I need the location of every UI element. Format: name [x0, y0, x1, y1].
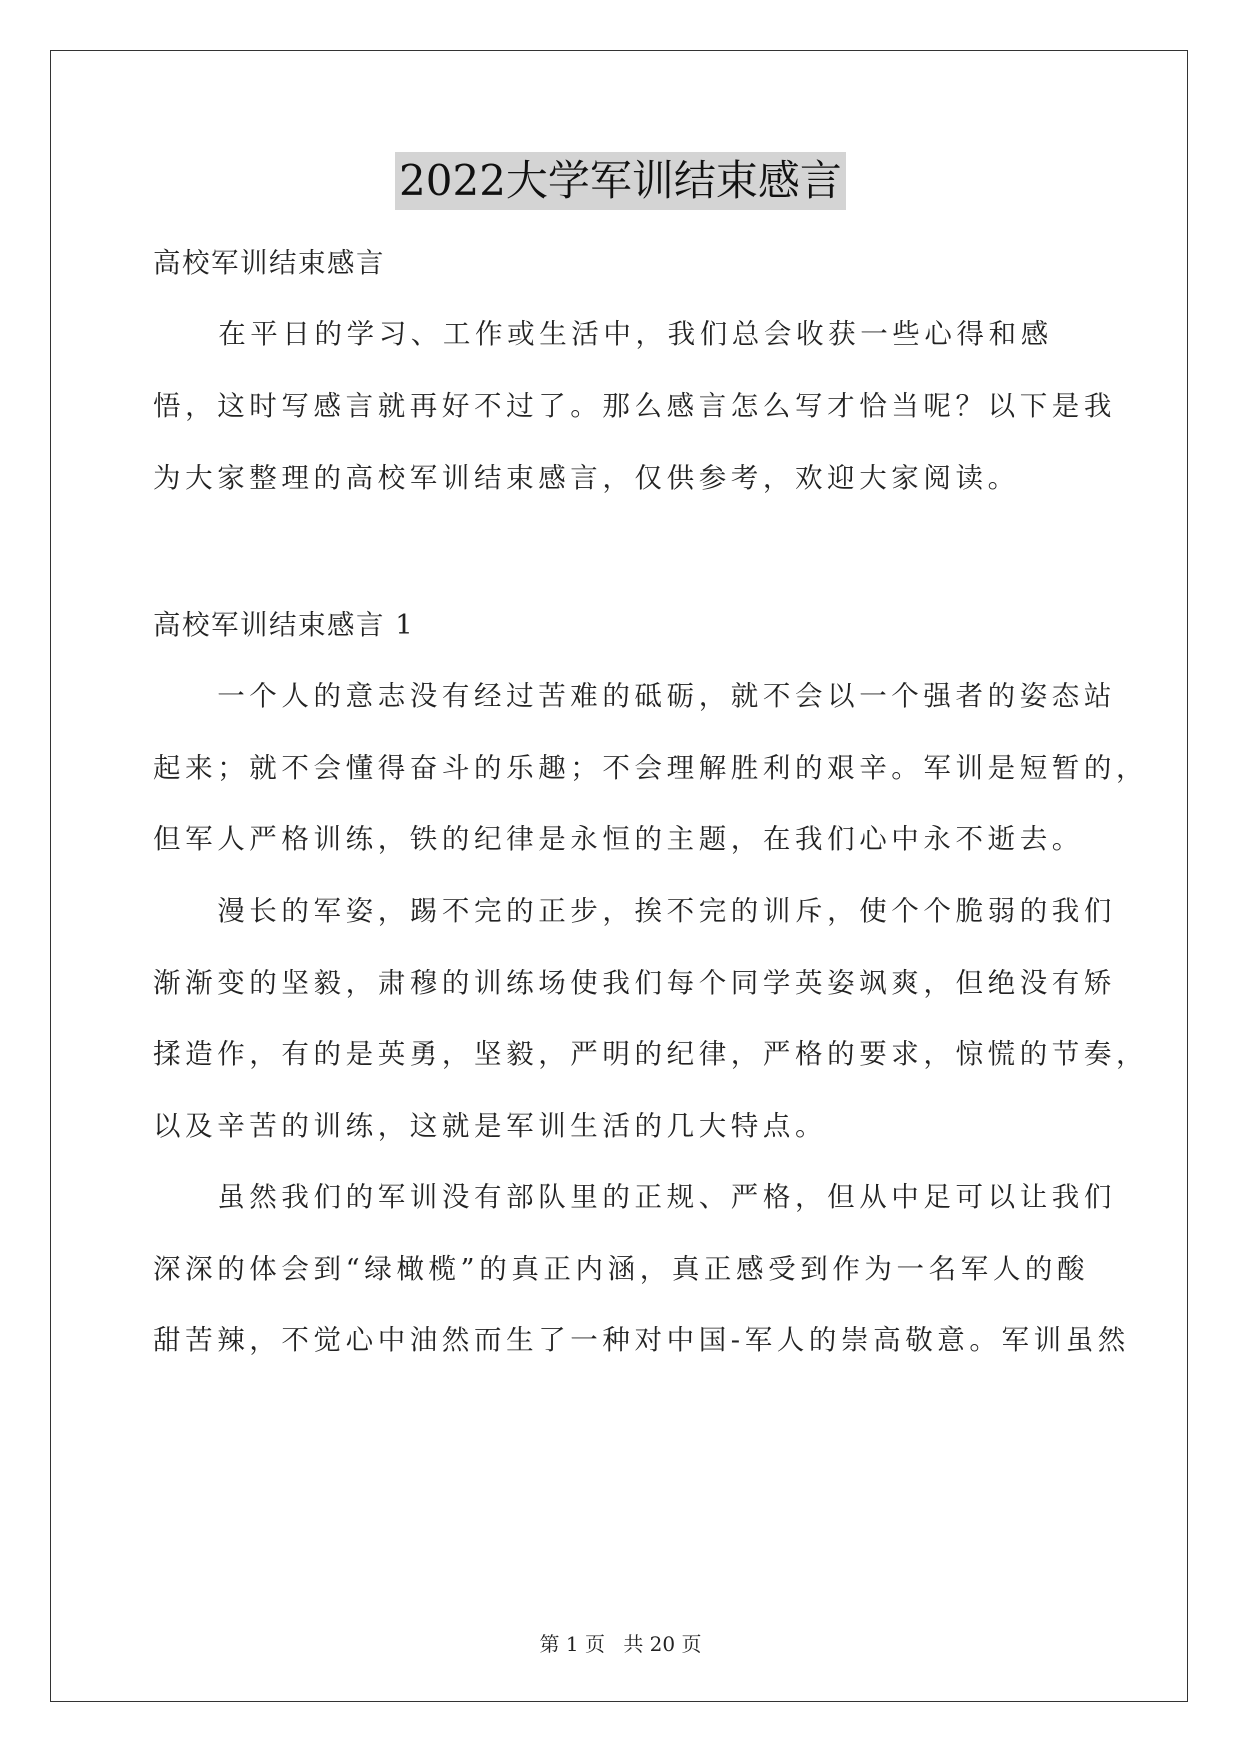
section-heading: 高校军训结束感言 1: [153, 609, 415, 641]
body-line: 深深的体会到“绿橄榄”的真正内涵，真正感受到作为一名军人的酸: [153, 1253, 1090, 1285]
page-border: [50, 50, 1188, 1702]
page-number: 第 1 页: [539, 1632, 605, 1656]
body-line: 甜苦辣，不觉心中油然而生了一种对中国-军人的崇高敬意。军训虽然: [153, 1324, 1130, 1356]
body-line: 为大家整理的高校军训结束感言，仅供参考，欢迎大家阅读。: [153, 462, 1020, 494]
page-footer: [0, 1628, 1241, 1657]
body-line: 虽然我们的军训没有部队里的正规、严格，但从中足可以让我们: [153, 1181, 1116, 1213]
body-line: 在平日的学习、工作或生活中，我们总会收获一些心得和感: [154, 318, 1053, 350]
body-line: 起来；就不会懂得奋斗的乐趣；不会理解胜利的艰辛。军训是短暂的，: [153, 752, 1149, 784]
body-line: 漫长的军姿，踢不完的正步，挨不完的训斥，使个个脆弱的我们: [153, 895, 1116, 927]
body-line: 揉造作，有的是英勇，坚毅，严明的纪律，严格的要求，惊慌的节奏，: [153, 1038, 1149, 1070]
body-line: 一个人的意志没有经过苦难的砥砺，就不会以一个强者的姿态站: [153, 680, 1116, 712]
body-line: 悟，这时写感言就再好不过了。那么感言怎么写才恰当呢？以下是我: [153, 390, 1116, 422]
document-title: 2022大学军训结束感言: [395, 152, 846, 210]
body-line: 渐渐变的坚毅，肃穆的训练场使我们每个同学英姿飒爽，但绝没有矫: [153, 967, 1116, 999]
title-container: [0, 152, 1241, 210]
page-total: 共 20 页: [623, 1632, 702, 1656]
body-line: 但军人严格训练，铁的纪律是永恒的主题，在我们心中永不逝去。: [153, 823, 1084, 855]
section-heading: 高校军训结束感言: [153, 247, 385, 279]
body-line: 以及辛苦的训练，这就是军训生活的几大特点。: [153, 1110, 828, 1142]
